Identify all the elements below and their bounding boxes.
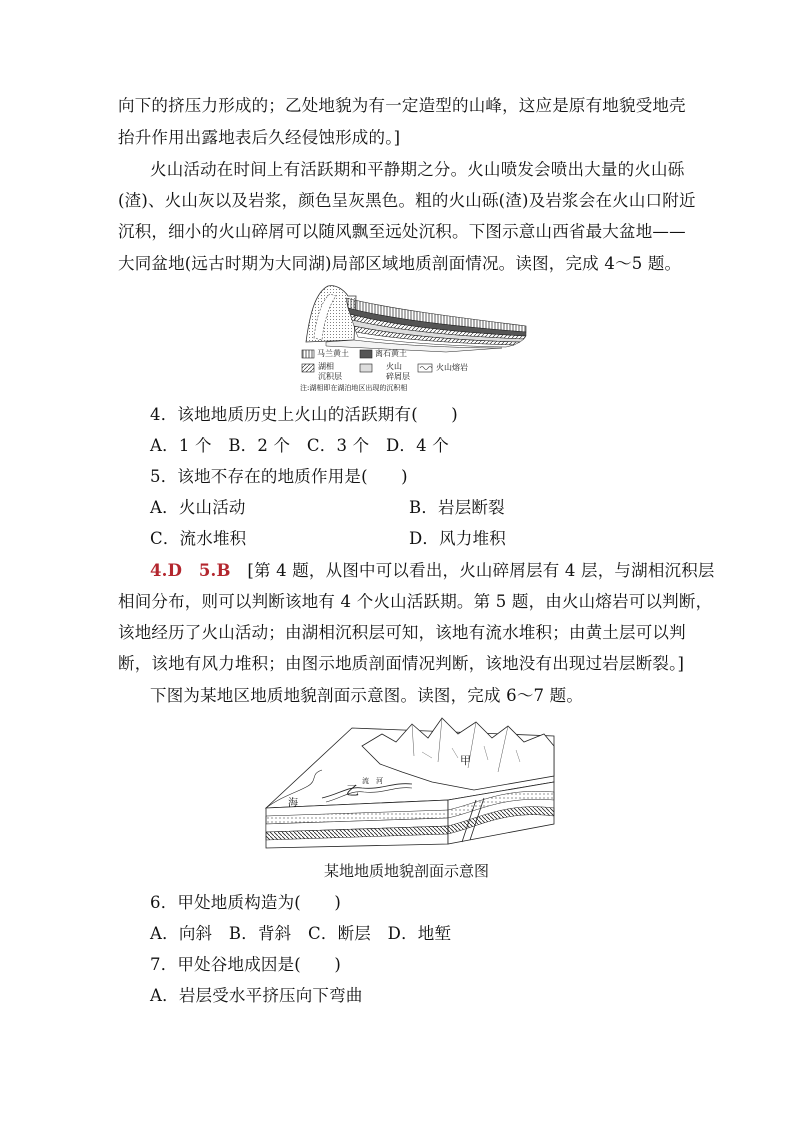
- question-4-stem: 4．该地地质历史上火山的活跃期有( ): [150, 405, 458, 424]
- legend-volcanic-debris: [386, 362, 410, 382]
- legend-lake-line2: 沉积层: [318, 372, 342, 381]
- block-diagram-figure: [262, 712, 558, 852]
- question-6-options: A．向斜 B．背斜 C．断层 D．地堑: [150, 924, 452, 943]
- label-river: 流 河: [362, 777, 383, 785]
- block-diagram-drawing: [262, 712, 558, 852]
- geological-profile-figure: [296, 282, 532, 394]
- text-line: (渣)、火山灰以及岩浆，颜色呈灰黑色。粗的火山砾(渣)及岩浆会在火山口附近: [118, 191, 696, 210]
- question-7-stem: 7．甲处谷地成因是( ): [150, 955, 341, 974]
- question-6-stem: 6．甲处地质构造为( ): [150, 893, 341, 912]
- label-yi: 乙: [346, 784, 360, 799]
- label-sea: 海: [288, 798, 298, 809]
- answer-explanation-line: 断，该地有风力堆积；由图示地质剖面情况判断，该地没有出现过岩层断裂。]: [118, 654, 685, 673]
- answer-explanation-line: [第 4 题，从图中可以看出，火山碎屑层有 4 层，与湖相沉积层: [247, 561, 715, 580]
- legend-lake-line1: 湖相: [318, 362, 334, 371]
- figure-caption: 某地地质地貌剖面示意图: [324, 862, 490, 880]
- text-line: 抬升作用出露地表后久经侵蚀形成的。]: [118, 128, 401, 147]
- text-line: 大同盆地(远古时期为大同湖)局部区域地质剖面情况。读图，完成 4～5 题。: [118, 254, 682, 273]
- question-5-option-a: A．火山活动: [150, 498, 246, 517]
- question-5-option-b: B．岩层断裂: [409, 498, 505, 517]
- legend-lava: 火山熔岩: [436, 363, 468, 372]
- answer-explanation-line: 该地经历了火山活动；由湖相沉积层可知，该地有流水堆积；由黄土层可以判: [118, 623, 686, 642]
- question-5-stem: 5．该地不存在的地质作用是( ): [150, 467, 408, 486]
- figure-note: 注:湖相即在湖泊地区出现的沉积相: [300, 384, 408, 392]
- answer-4-5: [150, 560, 715, 582]
- legend-lake-sediment: [318, 362, 342, 382]
- intro-6-7: 下图为某地区地质地貌剖面示意图。读图，完成 6～7 题。: [150, 686, 584, 705]
- question-5-option-d: D．风力堆积: [409, 529, 506, 548]
- answer-explanation-line: 相间分布，则可以判断该地有 4 个火山活跃期。第 5 题，由火山熔岩可以判断，: [118, 592, 713, 611]
- legend-loess: 马兰黄土: [317, 349, 349, 358]
- question-7-option-a: A．岩层受水平挤压向下弯曲: [150, 986, 363, 1005]
- legend-volcanic-line2: 碎屑层: [386, 372, 410, 381]
- legend-volcanic-line1: 火山: [386, 362, 402, 371]
- question-4-options: A．1 个 B．2 个 C．3 个 D．4 个: [150, 436, 449, 455]
- answer-key: 4.D 5.B: [150, 561, 231, 580]
- label-jia: 甲: [460, 754, 471, 767]
- text-line: 沉积，细小的火山碎屑可以随风飘至远处沉积。下图示意山西省最大盆地——: [118, 222, 686, 241]
- text-line: 火山活动在时间上有活跃期和平静期之分。火山喷发会喷出大量的火山砾: [150, 160, 685, 179]
- text-line: 向下的挤压力形成的；乙处地貌为有一定造型的山峰，这应是原有地貌受地壳: [118, 96, 686, 115]
- legend-rock-loess: 离石黄土: [375, 349, 407, 358]
- question-5-option-c: C．流水堆积: [150, 529, 247, 548]
